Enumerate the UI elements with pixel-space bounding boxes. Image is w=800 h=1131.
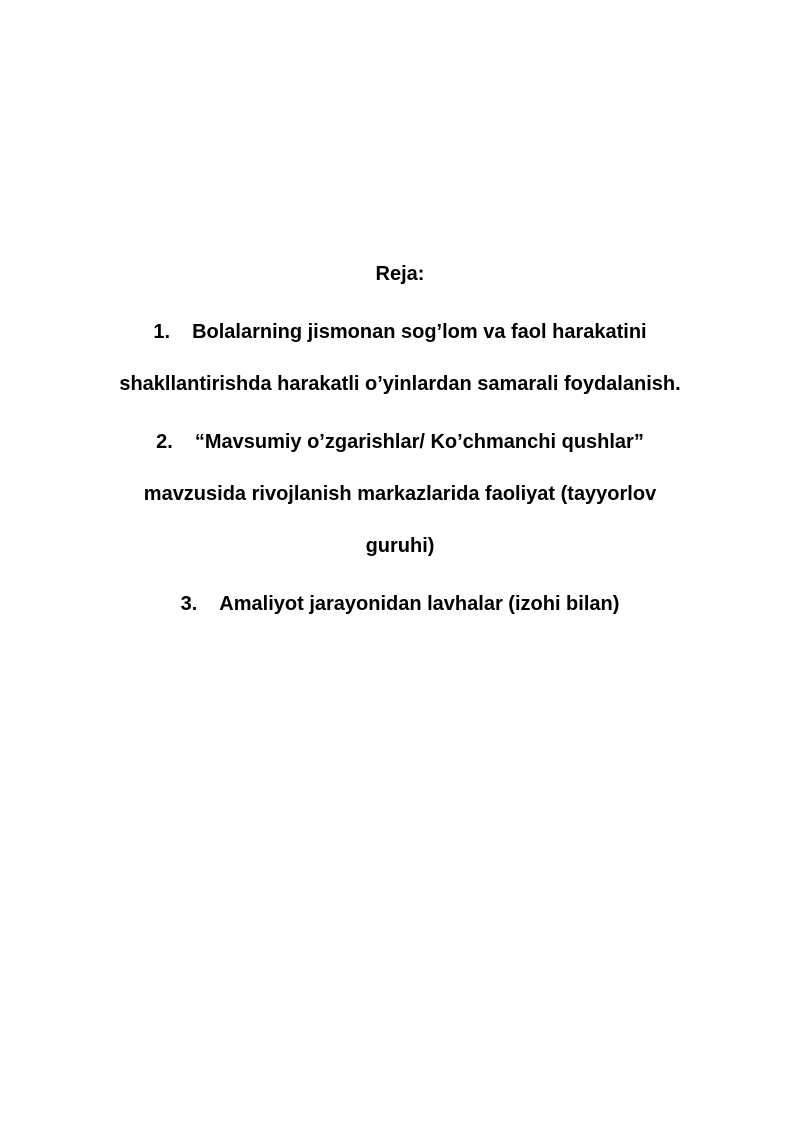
plan-item-2-number: 2. <box>156 431 173 453</box>
plan-content <box>60 252 740 636</box>
plan-item-3 <box>60 578 740 630</box>
plan-item-3-number: 3. <box>180 593 198 615</box>
plan-item-2-line-2: mavzusida rivojlanish markazlarida faoliyat (tayyorlov <box>143 483 657 505</box>
plan-item-1 <box>60 306 740 410</box>
plan-item-3-line-1: Amaliyot jarayonidan lavhalar (izohi bilan) <box>219 593 620 615</box>
plan-title: Reja: <box>375 263 425 285</box>
plan-item-1-number: 1. <box>153 321 171 343</box>
plan-item-2-line-3: guruhi) <box>365 535 435 557</box>
plan-item-1-line-2: shakllantirishda harakatli o’yinlardan samarali foydalanish. <box>119 373 681 395</box>
plan-item-2-line-1: “Mavsumiy o’zgarishlar/ Ko’chmanchi qushlar” <box>194 431 644 453</box>
plan-item-2 <box>60 416 740 572</box>
plan-item-1-line-1: Bolalarning jismonan sog’lom va faol harakatini <box>192 321 647 343</box>
